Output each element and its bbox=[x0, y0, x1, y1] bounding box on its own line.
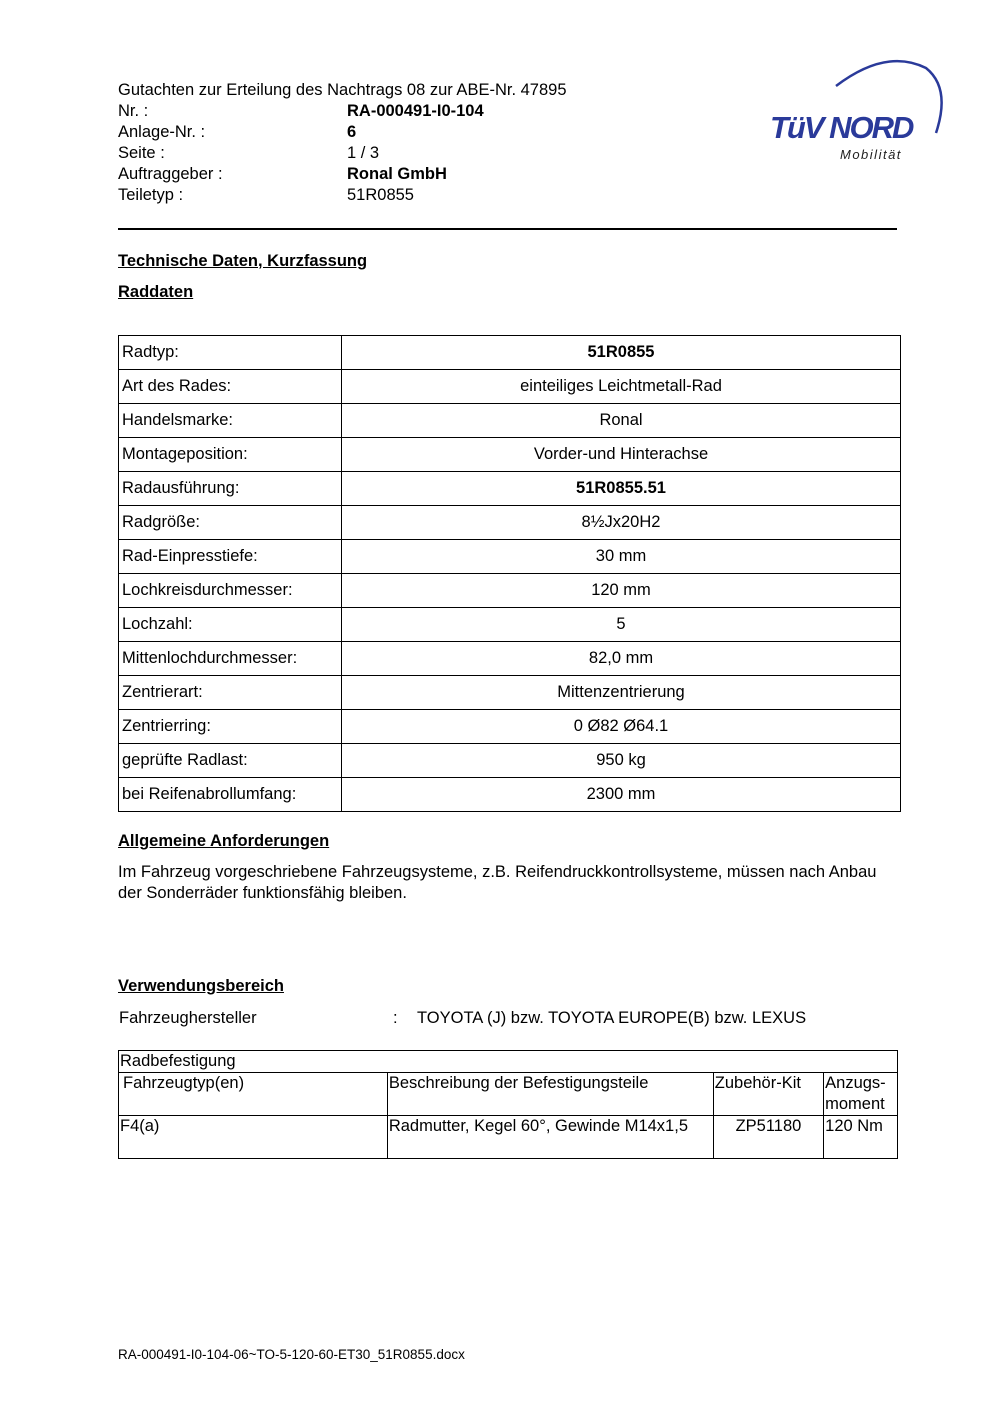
wheel-data-row bbox=[119, 778, 901, 812]
wheel-data-value: 82,0 mm bbox=[342, 642, 901, 676]
header-field-value: RA-000491-I0-104 bbox=[347, 102, 484, 120]
wheel-data-row bbox=[119, 370, 901, 404]
logo-sub-text: Mobilität bbox=[840, 147, 902, 162]
logo-arc-icon bbox=[766, 58, 946, 168]
fixing-header-moment bbox=[824, 1073, 898, 1116]
wheel-data-key: Radausführung: bbox=[119, 472, 342, 506]
header-field-label: Teiletyp : bbox=[118, 186, 184, 204]
wheel-data-key: geprüfte Radlast: bbox=[119, 744, 342, 778]
wheel-data-key: Lochzahl: bbox=[119, 608, 342, 642]
wheel-data-row bbox=[119, 710, 901, 744]
wheel-data-value: 2300 mm bbox=[342, 778, 901, 812]
wheel-data-key: bei Reifenabrollumfang: bbox=[119, 778, 342, 812]
wheel-data-key: Mittenlochdurchmesser: bbox=[119, 642, 342, 676]
fixing-table-title: Radbefestigung bbox=[119, 1051, 898, 1073]
wheel-data-value: Mittenzentrierung bbox=[342, 676, 901, 710]
wheel-data-value: 30 mm bbox=[342, 540, 901, 574]
wheel-data-row bbox=[119, 404, 901, 438]
requirements-text: Im Fahrzeug vorgeschriebene Fahrzeugsysteme, z.B. Reifendruckkontrollsysteme, müssen nach Anbau der Sonderräder funktionsfähig bleiben. bbox=[118, 863, 877, 902]
wheel-data-row bbox=[119, 336, 901, 370]
wheel-data-key: Zentrierart: bbox=[119, 676, 342, 710]
wheel-data-value: 51R0855.51 bbox=[342, 472, 901, 506]
wheel-data-key: Art des Rades: bbox=[119, 370, 342, 404]
wheel-data-row bbox=[119, 540, 901, 574]
section-title-technische-daten: Technische Daten, Kurzfassung bbox=[118, 252, 368, 270]
fixing-header-kit: Zubehör-Kit bbox=[713, 1073, 823, 1116]
fixing-row bbox=[119, 1116, 898, 1159]
header-field-value: 1 / 3 bbox=[347, 144, 380, 162]
wheel-data-row bbox=[119, 438, 901, 472]
fixing-header-moment-line1: Anzugs- bbox=[825, 1074, 886, 1092]
wheel-data-row bbox=[119, 676, 901, 710]
wheel-data-row bbox=[119, 506, 901, 540]
fixing-header-desc: Beschreibung der Befestigungsteile bbox=[387, 1073, 713, 1116]
wheel-data-key: Handelsmarke: bbox=[119, 404, 342, 438]
wheel-data-row bbox=[119, 744, 901, 778]
section-title-raddaten: Raddaten bbox=[118, 283, 194, 301]
header-field-value: Ronal GmbH bbox=[347, 165, 447, 183]
header-field-label: Seite : bbox=[118, 144, 165, 162]
wheel-data-key: Radtyp: bbox=[119, 336, 342, 370]
wheel-data-value: einteiliges Leichtmetall-Rad bbox=[342, 370, 901, 404]
wheel-data-value: Vorder-und Hinterachse bbox=[342, 438, 901, 472]
manufacturer-colon: : bbox=[393, 1009, 398, 1027]
fixing-cell-desc: Radmutter, Kegel 60°, Gewinde M14x1,5 bbox=[387, 1116, 713, 1159]
wheel-data-key: Lochkreisdurchmesser: bbox=[119, 574, 342, 608]
wheel-data-key: Zentrierring: bbox=[119, 710, 342, 744]
wheel-fixing-table bbox=[118, 1050, 898, 1159]
wheel-data-key: Rad-Einpresstiefe: bbox=[119, 540, 342, 574]
wheel-data-value: 120 mm bbox=[342, 574, 901, 608]
wheel-data-row bbox=[119, 608, 901, 642]
header-field-label: Nr. : bbox=[118, 102, 149, 120]
wheel-data-row bbox=[119, 472, 901, 506]
wheel-data-key: Montageposition: bbox=[119, 438, 342, 472]
report-title-line: Gutachten zur Erteilung des Nachtrags 08 zur ABE-Nr. 47895 bbox=[118, 81, 567, 99]
wheel-data-key: Radgröße: bbox=[119, 506, 342, 540]
fixing-cell-typ: F4(a) bbox=[119, 1116, 388, 1159]
section-title-allgemeine-anforderungen: Allgemeine Anforderungen bbox=[118, 832, 330, 850]
logo-brand-text: TüV NORD bbox=[770, 110, 913, 145]
wheel-data-value: Ronal bbox=[342, 404, 901, 438]
wheel-data-row bbox=[119, 642, 901, 676]
wheel-data-value: 8½Jx20H2 bbox=[342, 506, 901, 540]
fixing-header-moment-line2: moment bbox=[825, 1095, 885, 1113]
header-field-label: Auftraggeber : bbox=[118, 165, 223, 183]
header-field-value: 6 bbox=[347, 123, 357, 141]
header-field-value: 51R0855 bbox=[347, 186, 414, 204]
wheel-data-value: 5 bbox=[342, 608, 901, 642]
wheel-data-value: 950 kg bbox=[342, 744, 901, 778]
wheel-data-value: 0 Ø82 Ø64.1 bbox=[342, 710, 901, 744]
fixing-cell-moment: 120 Nm bbox=[824, 1116, 898, 1159]
fixing-header-typ: Fahrzeugtyp(en) bbox=[119, 1073, 388, 1116]
fixing-cell-kit: ZP51180 bbox=[713, 1116, 823, 1159]
wheel-data-row bbox=[119, 574, 901, 608]
manufacturer-value: TOYOTA (J) bzw. TOYOTA EUROPE(B) bzw. LEXUS bbox=[417, 1009, 807, 1027]
header-divider bbox=[118, 228, 897, 230]
tuv-nord-logo bbox=[766, 58, 946, 168]
wheel-data-value: 51R0855 bbox=[342, 336, 901, 370]
wheel-data-table bbox=[118, 335, 901, 812]
section-title-verwendungsbereich: Verwendungsbereich bbox=[118, 977, 284, 995]
header-field-label: Anlage-Nr. : bbox=[118, 123, 206, 141]
document-filename: RA-000491-I0-104-06~TO-5-120-60-ET30_51R0855.docx bbox=[118, 1347, 465, 1362]
manufacturer-label: Fahrzeughersteller bbox=[119, 1009, 257, 1027]
